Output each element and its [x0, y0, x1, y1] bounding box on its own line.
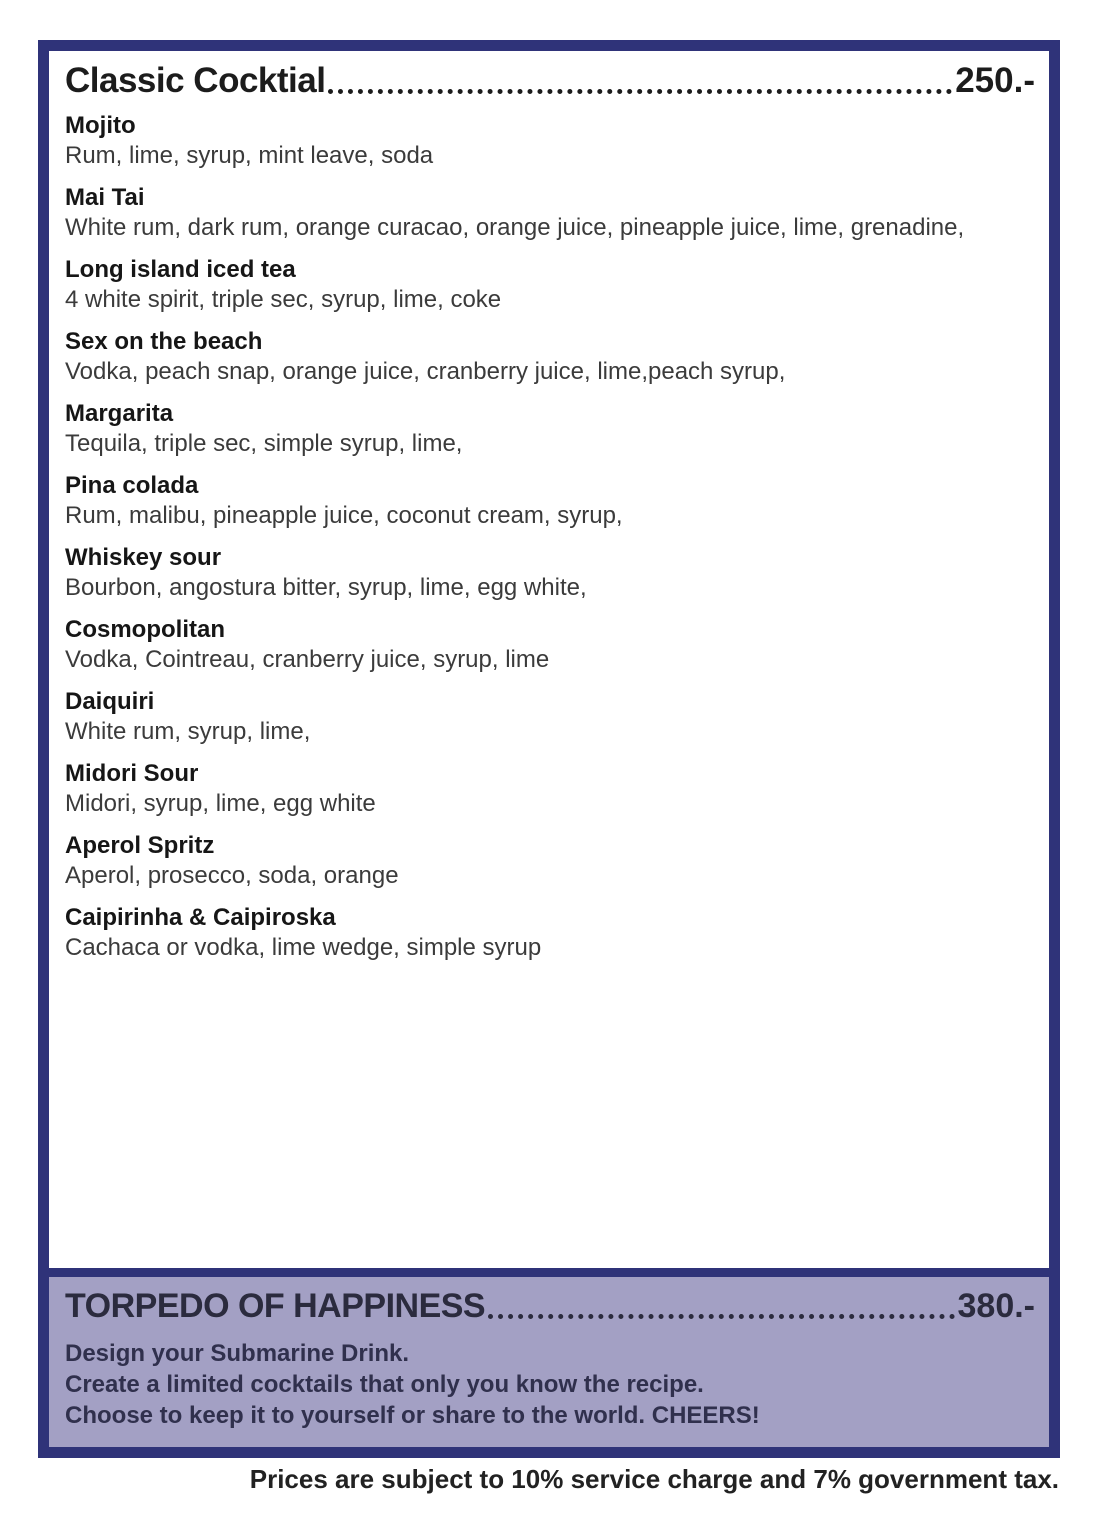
item-name: Pina colada [65, 472, 199, 499]
section-title: Classic Cocktial [65, 61, 326, 100]
item-name: Daiquiri [65, 688, 155, 715]
menu-item [65, 831, 1035, 891]
section-header [65, 61, 1035, 101]
item-name: Aperol Spritz [65, 832, 215, 859]
dotted-leader [488, 1314, 954, 1319]
item-ingredients: 4 white spirit, triple sec, syrup, lime, coke [65, 286, 502, 313]
torpedo-description-line: Choose to keep it to yourself or share to the world. CHEERS! [65, 1402, 760, 1429]
item-ingredients: Midori, syrup, lime, egg white [65, 790, 376, 817]
item-ingredients: Aperol, prosecco, soda, orange [65, 862, 399, 889]
item-ingredients: Vodka, Cointreau, cranberry juice, syrup, lime [65, 646, 550, 673]
torpedo-description-line: Design your Submarine Drink. [65, 1340, 410, 1367]
classic-cocktails-section [49, 51, 1049, 1268]
menu-item [65, 543, 1035, 603]
menu-item [65, 759, 1035, 819]
torpedo-description-line: Create a limited cocktails that only you know the recipe. [65, 1371, 704, 1398]
menu-item [65, 327, 1035, 387]
torpedo-of-happiness-section [49, 1268, 1049, 1447]
menu-item [65, 399, 1035, 459]
section-price: 250.- [955, 61, 1035, 100]
torpedo-price: 380.- [957, 1287, 1035, 1325]
torpedo-header [65, 1287, 1035, 1326]
menu-item [65, 687, 1035, 747]
menu-item [65, 111, 1035, 171]
menu-page-frame [38, 40, 1060, 1458]
item-ingredients: Tequila, triple sec, simple syrup, lime, [65, 430, 463, 457]
torpedo-title: TORPEDO OF HAPPINESS [65, 1287, 486, 1325]
item-ingredients: Vodka, peach snap, orange juice, cranberry juice, lime,peach syrup, [65, 358, 786, 385]
menu-item [65, 615, 1035, 675]
menu-item [65, 183, 1035, 243]
menu-item [65, 471, 1035, 531]
item-name: Cosmopolitan [65, 616, 225, 643]
item-name: Midori Sour [65, 760, 199, 787]
dotted-leader [328, 89, 952, 94]
item-name: Mai Tai [65, 184, 145, 211]
item-name: Caipirinha & Caipiroska [65, 904, 336, 931]
item-name: Margarita [65, 400, 174, 427]
item-name: Long island iced tea [65, 256, 296, 283]
item-ingredients: White rum, syrup, lime, [65, 718, 311, 745]
menu-item [65, 903, 1035, 963]
item-ingredients: White rum, dark rum, orange curacao, orange juice, pineapple juice, lime, grenadine, [65, 214, 965, 241]
tax-disclaimer: Prices are subject to 10% service charge and 7% government tax. [249, 1464, 1059, 1494]
item-ingredients: Rum, lime, syrup, mint leave, soda [65, 142, 434, 169]
item-name: Sex on the beach [65, 328, 263, 355]
item-ingredients: Bourbon, angostura bitter, syrup, lime, egg white, [65, 574, 587, 601]
item-name: Whiskey sour [65, 544, 222, 571]
menu-item [65, 255, 1035, 315]
item-name: Mojito [65, 112, 136, 139]
item-ingredients: Rum, malibu, pineapple juice, coconut cream, syrup, [65, 502, 623, 529]
item-ingredients: Cachaca or vodka, lime wedge, simple syrup [65, 934, 542, 961]
